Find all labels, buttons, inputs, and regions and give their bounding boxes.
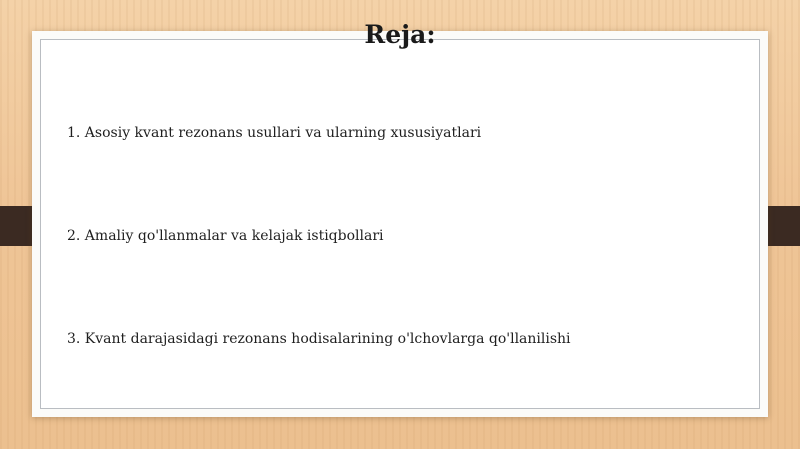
slide-card-border — [40, 39, 760, 409]
plan-item-2: 2. Amaliy qo'llanmalar va kelajak istiqbollari — [67, 228, 384, 244]
plan-item-1: 1. Asosiy kvant rezonans usullari va ularning xususiyatlari — [67, 125, 482, 141]
slide-card — [32, 31, 768, 417]
plan-item-3: 3. Kvant darajasidagi rezonans hodisalarining o'lchovlarga qo'llanilishi — [67, 331, 571, 347]
slide-title: Reja: — [364, 20, 436, 49]
